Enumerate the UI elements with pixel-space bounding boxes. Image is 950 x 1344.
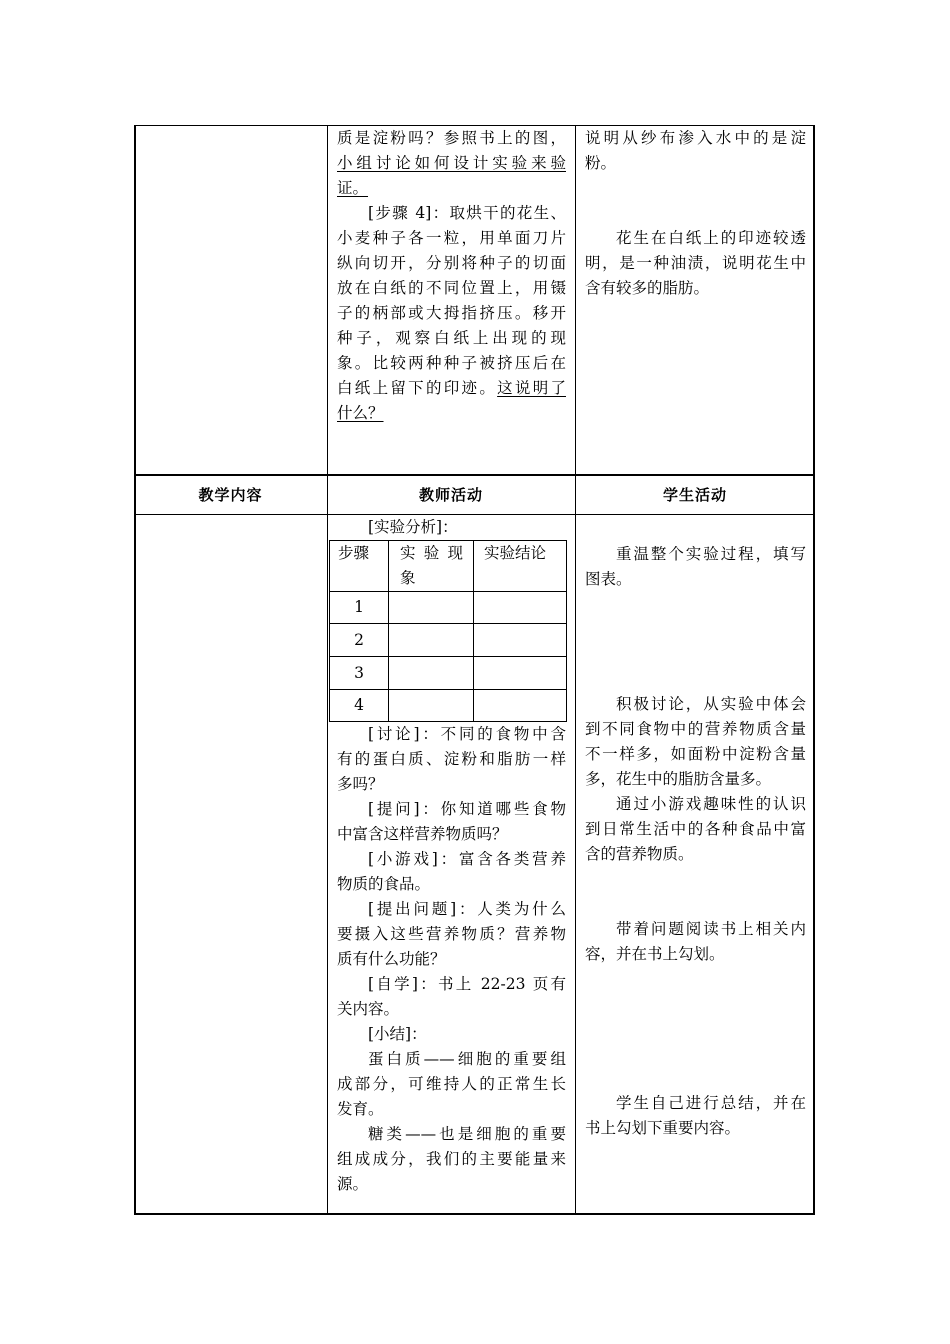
text-line: 说明从纱布渗入水中的是淀 bbox=[585, 129, 806, 147]
header-student-activity: 学生活动 bbox=[662, 486, 727, 504]
text-line: 质是淀粉吗？参照书上的图， bbox=[337, 129, 566, 147]
text-line: 源。 bbox=[337, 1175, 369, 1193]
experiment-analysis-table bbox=[329, 540, 567, 722]
text-line: 糖类——也是细胞的重要 bbox=[368, 1125, 566, 1143]
table-cell-conclusion bbox=[474, 624, 567, 657]
text-line: 重温整个实验过程，填写 bbox=[616, 545, 806, 563]
bottom-row-student-paragraph bbox=[585, 692, 806, 867]
text-line: 放在白纸的不同位置上，用镊 bbox=[337, 279, 566, 297]
text-line: 图表。 bbox=[585, 570, 632, 588]
text-line: 中富含这样营养物质吗？ bbox=[337, 825, 508, 843]
text-line: 多，花生中的脂肪含量多。 bbox=[585, 770, 772, 788]
column-divider-content-teacher bbox=[327, 125, 328, 1215]
bottom-row-teacher-activity bbox=[337, 722, 566, 1197]
table-cell-phenomenon bbox=[389, 624, 474, 657]
text-line: 粉。 bbox=[585, 154, 617, 172]
underlined-text: 证。 bbox=[337, 179, 369, 197]
text-line: 含有较多的脂肪。 bbox=[585, 279, 710, 297]
text-line: 含的营养物质。 bbox=[585, 845, 694, 863]
text-line bbox=[337, 176, 566, 201]
text-line: 花生在白纸上的印迹较透 bbox=[616, 229, 806, 247]
table-cell-conclusion bbox=[474, 690, 567, 722]
table-cell-phenomenon bbox=[389, 592, 474, 624]
text-line: 象。比较两种种子被挤压后在 bbox=[337, 354, 566, 372]
table-cell-step: 4 bbox=[330, 690, 389, 722]
bottom-row-student-paragraph bbox=[585, 1091, 806, 1141]
text-line: 明，是一种油渍，说明花生中 bbox=[585, 254, 806, 272]
text-line: 物质的食品。 bbox=[337, 875, 431, 893]
text-line: [提问]：你知道哪些食物 bbox=[368, 800, 566, 818]
text-line: 小麦种子各一粒，用单面刀片 bbox=[337, 229, 566, 247]
plain-text: 白纸上留下的印迹。 bbox=[337, 379, 498, 397]
text-line: [小结]： bbox=[368, 1025, 427, 1043]
text-line: 关内容。 bbox=[337, 1000, 400, 1018]
top-row-student-paragraph bbox=[585, 126, 806, 176]
text-line: 纵向切开，分别将种子的切面 bbox=[337, 254, 566, 272]
table-cell-conclusion bbox=[474, 657, 567, 690]
text-line: 通过小游戏趣味性的认识 bbox=[616, 795, 806, 813]
text-line: 多吗？ bbox=[337, 775, 384, 793]
top-row-teacher-activity bbox=[337, 126, 566, 426]
table-header-phenomenon: 实验现象 bbox=[389, 541, 474, 592]
text-line bbox=[337, 376, 566, 401]
analysis-label bbox=[337, 515, 566, 540]
text-line bbox=[337, 401, 566, 426]
text-line: 蛋白质——细胞的重要组 bbox=[368, 1050, 566, 1068]
table-cell-phenomenon bbox=[389, 690, 474, 722]
text-line: 种子，观察白纸上出现的现 bbox=[337, 329, 566, 347]
underlined-text: 什么？ bbox=[337, 404, 384, 422]
text-line: 书上勾划下重要内容。 bbox=[585, 1119, 741, 1137]
text-line: 有的蛋白质、淀粉和脂肪一样 bbox=[337, 750, 566, 768]
text-line: 积极讨论，从实验中体会 bbox=[616, 695, 806, 713]
table-cell-phenomenon bbox=[389, 657, 474, 690]
table-cell-step: 2 bbox=[330, 624, 389, 657]
text-line: [步骤 4]：取烘干的花生、 bbox=[368, 204, 566, 222]
text-line: 质有什么功能？ bbox=[337, 950, 446, 968]
text-line: 要摄入这些营养物质？营养物 bbox=[337, 925, 566, 943]
text-line: 不一样多，如面粉中淀粉含量 bbox=[585, 745, 806, 763]
header-teaching-content: 教学内容 bbox=[198, 486, 263, 504]
text-line bbox=[337, 151, 566, 176]
table-header-step: 步骤 bbox=[330, 541, 389, 592]
text-line: 成部分，可维持人的正常生长 bbox=[337, 1075, 566, 1093]
text-line: [自学]：书上 22-23 页有 bbox=[368, 975, 566, 993]
text-line: [提出问题]：人类为什么 bbox=[368, 900, 566, 918]
text-line: 到不同食物中的营养物质含量 bbox=[585, 720, 806, 738]
text-line: 发育。 bbox=[337, 1100, 384, 1118]
text-line: 学生自己进行总结，并在 bbox=[616, 1094, 806, 1112]
table-header-conclusion: 实验结论 bbox=[474, 541, 567, 592]
column-divider-teacher-student bbox=[575, 125, 576, 1215]
top-row-student-paragraph bbox=[585, 226, 806, 301]
text-line: 带着问题阅读书上相关内 bbox=[616, 920, 806, 938]
table-cell-conclusion bbox=[474, 592, 567, 624]
table-cell-step: 1 bbox=[330, 592, 389, 624]
bottom-row-student-paragraph bbox=[585, 917, 806, 967]
text-line: 到日常生活中的各种食品中富 bbox=[585, 820, 806, 838]
text-line: [讨论]：不同的食物中含 bbox=[368, 725, 566, 743]
bottom-row-student-paragraph bbox=[585, 542, 806, 592]
header-teacher-activity: 教师活动 bbox=[418, 486, 483, 504]
underlined-text: 小组讨论如何设计实验来验 bbox=[337, 154, 566, 172]
text-line: 组成成分，我们的主要能量来 bbox=[337, 1150, 566, 1168]
text-line: 子的柄部或大拇指挤压。移开 bbox=[337, 304, 566, 322]
text-line: [小游戏]：富含各类营养 bbox=[368, 850, 566, 868]
text-line: [实验分析]： bbox=[368, 518, 458, 536]
underlined-text: 这说明了 bbox=[497, 379, 566, 397]
table-cell-step: 3 bbox=[330, 657, 389, 690]
text-line: 容，并在书上勾划。 bbox=[585, 945, 725, 963]
